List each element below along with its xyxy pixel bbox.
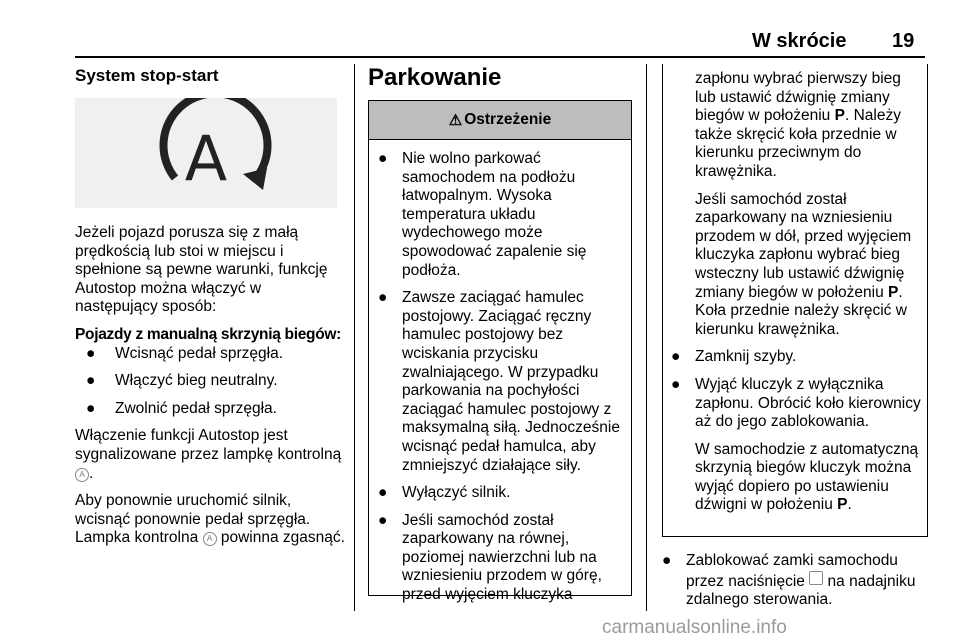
section-heading-stop-start: System stop-start	[75, 66, 219, 85]
column-parking-continued	[662, 64, 928, 619]
warning-box-continued	[662, 64, 928, 537]
autostop-indicator-icon: A	[75, 468, 89, 482]
autostop-indicator-paragraph: Włączenie funkcji Autostop jest sygnalizowane przez lampkę kontrolną A .	[75, 427, 342, 482]
svg-text:A: A	[184, 122, 228, 195]
list-item: ● Włączyć bieg neutralny.	[86, 372, 278, 390]
list-item: ● Wcisnąć pedał sprzęgła.	[86, 344, 283, 362]
restart-paragraph: Aby ponownie uruchomić silnik, wcisnąć ponownie pedał sprzęgła. Lampka kontrolna A powinna zgasnąć.	[75, 492, 345, 547]
uphill-paragraph: zapłonu wybrać pierwszy bieg lub ustawić dźwignię zmiany biegów w położeniu P. Należy także skręcić koła przednie w kierunku przeciwnym do krawężnika.	[695, 70, 901, 180]
manual-steps-list	[75, 345, 345, 419]
column-divider-right	[646, 64, 647, 611]
list-item: ● Zamknij szyby.	[671, 348, 797, 366]
bullet-icon: ●	[378, 484, 388, 502]
running-header-title: W skrócie	[752, 30, 847, 52]
warning-triangle-icon: ⚠	[448, 112, 463, 129]
column-parking	[368, 64, 632, 604]
warning-list-continued	[671, 348, 922, 515]
watermark: carmanualsonline.info	[602, 617, 787, 638]
bullet-icon: ●	[662, 552, 672, 569]
warning-list	[378, 150, 623, 605]
intro-paragraph: Jeżeli pojazd porusza się z małą prędkością lub stoi w miejscu i spełnione są pewne warunki, funkcję Autostop można włączyć w następujący sposób:	[75, 224, 328, 316]
after-warning-list	[662, 552, 928, 610]
bullet-icon: ●	[671, 348, 681, 366]
list-item: ● Jeśli samochód został zaparkowany na równej, poziomej nawierzchni lub na wzniesieniu przodem w górę, przed wyjęciem kluczyka	[378, 511, 602, 604]
page-number: 19	[892, 30, 915, 52]
column-divider-left	[354, 64, 355, 611]
autostop-indicator-figure	[75, 98, 337, 208]
list-item: ● Nie wolno parkować samochodem na podłożu łatwopalnym. Wysoka temperatura układu wydechowego może spowodować zapalenie się podłoża.	[378, 150, 587, 279]
bullet-icon: ●	[86, 372, 96, 390]
bullet-icon: ●	[671, 375, 681, 393]
list-item: ● Wyjąć kluczyk z wyłącznika zapłonu. Obrócić koło kierownicy aż do jego zablokowania. W samochodzie z automatyczną skrzynią biegów kluczyk można wyjąć dopiero po ustawieniu dźwigni w położeniu P.	[671, 375, 921, 514]
section-heading-parking: Parkowanie	[368, 64, 502, 91]
autostop-icon	[75, 98, 337, 208]
bullet-icon: ●	[378, 150, 388, 167]
downhill-paragraph: Jeśli samochód został zaparkowany na wzniesieniu przodem w dół, przed wyjęciem kluczyka zapłonu wybrać bieg wsteczny lub ustawić dźwignię zmiany biegów w położeniu P. Koła przednie należy skręcić w kierunku krawężnika.	[695, 190, 912, 338]
list-item: ● Zawsze zaciągać hamulec postojowy. Zaciągać ręczny hamulec postojowy bez wciskania przycisku zwalniającego. W przypadku parkowania na pochyłości zaciągać hamulec postojowy z maksymalną siłą. Jednocześnie wcisnąć pedał hamulca, aby zmniejszyć działające siły.	[378, 289, 620, 474]
autostop-indicator-icon: A	[203, 532, 217, 546]
bullet-icon: ●	[86, 344, 96, 362]
automatic-gearbox-paragraph: W samochodzie z automatyczną skrzynią biegów kluczyk można wyjąć dopiero po ustawieniu dźwigni w położeniu P.	[695, 440, 919, 514]
bullet-icon: ●	[86, 399, 96, 417]
warning-header	[369, 100, 631, 140]
bullet-icon: ●	[378, 511, 388, 529]
list-item: ● Wyłączyć silnik.	[378, 484, 511, 502]
header-rule	[75, 56, 925, 58]
warning-title: Ostrzeżenie	[464, 111, 552, 128]
lock-icon	[809, 571, 823, 585]
list-item: ● Zablokować zamki samochodu przez naciśnięcie na nadajniku zdalnego sterowania.	[662, 552, 916, 609]
list-item: ● Zwolnić pedał sprzęgła.	[86, 399, 277, 417]
warning-box	[368, 100, 632, 604]
column-stop-start	[75, 64, 345, 557]
manual-gearbox-subheading: Pojazdy z manualną skrzynią biegów:	[75, 325, 341, 343]
bullet-icon: ●	[378, 289, 388, 307]
